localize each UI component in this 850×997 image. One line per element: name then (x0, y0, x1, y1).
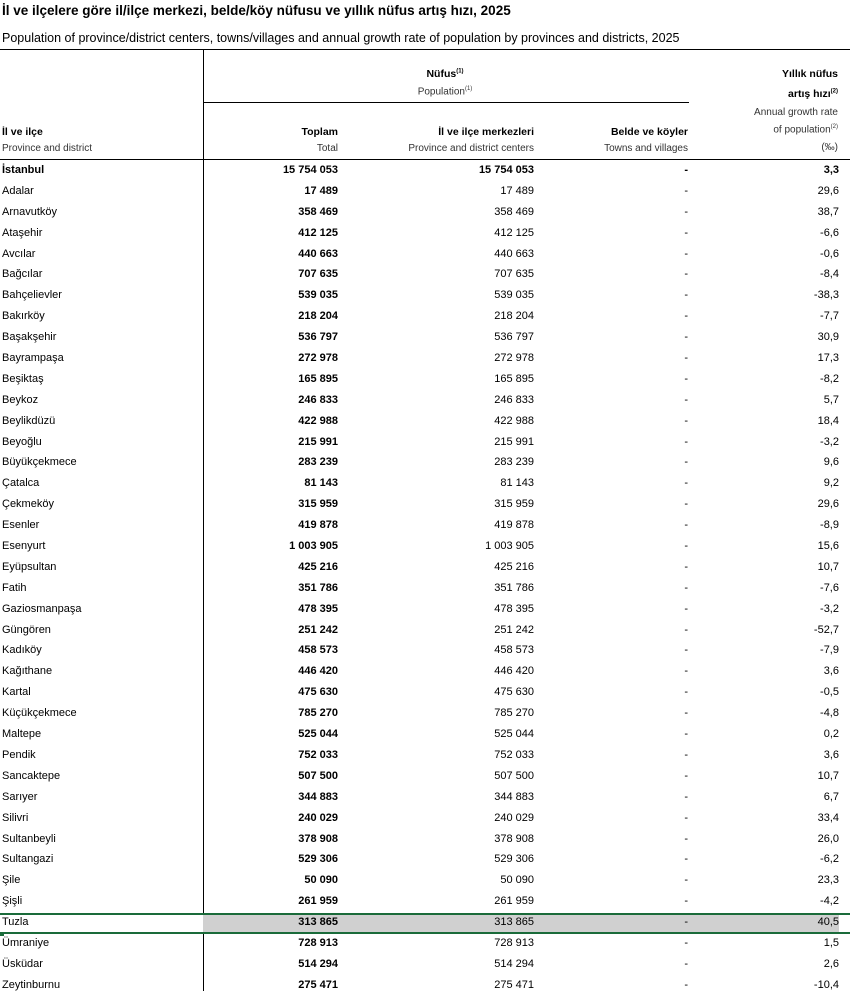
table-row[interactable] (0, 913, 850, 934)
col-name-header: İl ve ilçe (2, 126, 43, 138)
total-cell: 529 306 (298, 853, 338, 866)
towns-cell: - (684, 769, 688, 782)
towns-cell: - (684, 728, 688, 741)
total-cell: 246 833 (298, 393, 338, 406)
table-row[interactable] (0, 621, 850, 642)
growth-rate-cell: -3,2 (820, 602, 839, 615)
towns-cell: - (684, 748, 688, 761)
table-row[interactable] (0, 516, 850, 537)
center-cell: 283 239 (494, 456, 534, 469)
district-name: Eyüpsultan (2, 560, 57, 573)
center-cell: 81 143 (500, 477, 534, 490)
table-row[interactable] (0, 286, 850, 307)
total-cell: 378 908 (298, 832, 338, 845)
total-cell: 507 500 (298, 769, 338, 782)
growth-rate-cell: -0,5 (820, 686, 839, 699)
growth-rate-cell: 30,9 (817, 331, 839, 344)
towns-cell: - (684, 623, 688, 636)
center-cell: 446 420 (494, 665, 534, 678)
district-name: Küçükçekmece (2, 707, 77, 720)
towns-cell: - (684, 435, 688, 448)
towns-cell: - (684, 205, 688, 218)
growth-rate-cell: -10,4 (813, 978, 839, 991)
table-row-province[interactable] (0, 161, 850, 182)
table-row[interactable] (0, 934, 850, 955)
district-name: Bakırköy (2, 310, 45, 323)
growth-rate-cell: 10,7 (817, 769, 839, 782)
growth-rate-cell: 33,4 (817, 811, 839, 824)
total-cell: 536 797 (298, 331, 338, 344)
total-cell: 215 991 (298, 435, 338, 448)
towns-cell: - (684, 268, 688, 281)
total-cell: 1 003 905 (289, 540, 338, 553)
total-cell: 446 420 (298, 665, 338, 678)
towns-cell: - (684, 832, 688, 845)
towns-cell: - (684, 310, 688, 323)
growth-rate-cell: 26,0 (817, 832, 839, 845)
growth-rate-cell: 23,3 (817, 874, 839, 887)
center-cell: 419 878 (494, 519, 534, 532)
table-row[interactable] (0, 600, 850, 621)
center-cell: 785 270 (494, 707, 534, 720)
table-row[interactable] (0, 850, 850, 871)
center-cell: 240 029 (494, 811, 534, 824)
growth-rate-cell: 2,6 (823, 957, 839, 970)
district-name: Adalar (2, 184, 34, 197)
district-name: Bağcılar (2, 268, 43, 281)
towns-cell: - (684, 853, 688, 866)
center-cell: 478 395 (494, 602, 534, 615)
table-row[interactable] (0, 558, 850, 579)
center-cell: 313 865 (494, 916, 534, 929)
district-name: Üsküdar (2, 957, 43, 970)
table-title-turkish: İl ve ilçelere göre il/ilçe merkezi, belde/köy nüfusu ve yıllık nüfus artış hızı, 2025 (2, 3, 511, 18)
total-cell: 251 242 (298, 623, 338, 636)
center-cell: 707 635 (494, 268, 534, 281)
table-row[interactable] (0, 641, 850, 662)
towns-cell: - (684, 352, 688, 365)
growth-rate-cell: -7,6 (820, 581, 839, 594)
table-row[interactable] (0, 955, 850, 976)
towns-cell: - (684, 289, 688, 302)
district-name: Sultanbeyli (2, 832, 56, 845)
center-cell: 440 663 (494, 247, 534, 260)
table-row[interactable] (0, 683, 850, 704)
district-name: Kadıköy (2, 644, 42, 657)
table-row[interactable] (0, 391, 850, 412)
population-group-subheader (380, 86, 510, 97)
table-row[interactable] (0, 370, 850, 391)
total-cell: 419 878 (298, 519, 338, 532)
table-row[interactable] (0, 495, 850, 516)
total-cell: 15 754 053 (282, 164, 338, 176)
total-cell: 165 895 (298, 372, 338, 385)
table-row[interactable] (0, 537, 850, 558)
total-cell: 539 035 (298, 289, 338, 302)
growth-rate-cell: -6,6 (820, 226, 839, 239)
district-name: Esenler (2, 519, 40, 532)
district-name: Avcılar (2, 247, 36, 260)
towns-cell: - (684, 790, 688, 803)
towns-cell: - (684, 665, 688, 678)
table-row[interactable] (0, 788, 850, 809)
center-cell: 15 754 053 (478, 164, 534, 176)
table-body (0, 161, 850, 997)
growth-rate-cell: -8,4 (820, 268, 839, 281)
total-cell: 283 239 (298, 456, 338, 469)
towns-cell: - (684, 226, 688, 239)
growth-header-line2 (788, 88, 838, 100)
district-name: Büyükçekmece (2, 456, 77, 469)
note-2: (2) (830, 88, 838, 95)
growth-rate-cell: -7,9 (820, 644, 839, 657)
growth-rate-cell: 29,6 (817, 498, 839, 511)
center-cell: 514 294 (494, 957, 534, 970)
growth-rate-cell: -7,7 (820, 310, 839, 323)
total-cell: 344 883 (298, 790, 338, 803)
center-cell: 315 959 (494, 498, 534, 511)
towns-cell: - (684, 540, 688, 553)
growth-header-line1: Yıllık nüfus (781, 68, 838, 80)
table-row[interactable] (0, 224, 850, 245)
table-row[interactable] (0, 579, 850, 600)
district-name: Güngören (2, 623, 51, 636)
center-cell: 17 489 (500, 184, 534, 197)
col-name-subheader: Province and district (2, 143, 93, 154)
total-cell: 425 216 (298, 560, 338, 573)
col-center-subheader: Province and district centers (408, 143, 534, 154)
district-name: Beykoz (2, 393, 39, 406)
growth-rate-cell: 5,7 (823, 393, 839, 406)
table-row[interactable] (0, 892, 850, 913)
towns-cell: - (684, 916, 688, 929)
district-name: Tuzla (2, 916, 29, 929)
district-name: Ümraniye (2, 936, 50, 949)
col-center-header: İl ve ilçe merkezleri (438, 126, 534, 138)
population-tr-label: Nüfus (426, 68, 457, 80)
total-cell: 81 143 (304, 477, 338, 490)
note-1-en: (1) (464, 86, 473, 92)
district-name: Pendik (2, 748, 36, 761)
district-name: Çatalca (2, 477, 40, 490)
center-cell: 539 035 (494, 289, 534, 302)
growth-rate-cell: -4,2 (820, 895, 839, 908)
table-row[interactable] (0, 412, 850, 433)
total-cell: 240 029 (298, 811, 338, 824)
table-row[interactable] (0, 976, 850, 997)
district-name: Maltepe (2, 728, 42, 741)
district-name: Silivri (2, 811, 29, 824)
total-cell: 315 959 (298, 498, 338, 511)
table-row[interactable] (0, 767, 850, 788)
district-name: Beyoğlu (2, 435, 42, 448)
towns-cell: - (684, 247, 688, 260)
col-total-subheader: Total (316, 143, 338, 154)
growth-rate-cell: -6,2 (820, 853, 839, 866)
district-name: Kağıthane (2, 665, 53, 678)
district-name: Bahçelievler (2, 289, 62, 302)
growth-rate-cell: 17,3 (817, 352, 839, 365)
growth-rate-cell: 15,6 (817, 540, 839, 553)
growth-rate-cell: -52,7 (813, 623, 839, 636)
table-row[interactable] (0, 265, 850, 286)
table-row[interactable] (0, 182, 850, 203)
growth-subheader-label: of population (773, 124, 831, 136)
center-cell: 275 471 (494, 978, 534, 991)
center-cell: 507 500 (494, 769, 534, 782)
growth-rate-cell: 18,4 (817, 414, 839, 427)
towns-cell: - (684, 519, 688, 532)
center-cell: 425 216 (494, 560, 534, 573)
table-row[interactable] (0, 474, 850, 495)
center-cell: 536 797 (494, 331, 534, 344)
table-row[interactable] (0, 725, 850, 746)
table-row[interactable] (0, 433, 850, 454)
towns-cell: - (684, 477, 688, 490)
district-name: Fatih (2, 581, 27, 594)
growth-rate-cell: -4,8 (820, 707, 839, 720)
towns-cell: - (684, 895, 688, 908)
district-name: Şişli (2, 895, 23, 908)
district-name: Sarıyer (2, 790, 38, 803)
population-en-label: Population (417, 86, 465, 98)
table-title-english: Population of province/district centers, towns/villages and annual growth rate of population by provinces and districts, 2025 (2, 31, 680, 45)
growth-rate-cell: 9,2 (823, 477, 839, 490)
towns-cell: - (684, 874, 688, 887)
center-cell: 165 895 (494, 372, 534, 385)
center-cell: 251 242 (494, 623, 534, 636)
table-row[interactable] (0, 830, 850, 851)
total-cell: 272 978 (298, 352, 338, 365)
table-row[interactable] (0, 746, 850, 767)
center-cell: 529 306 (494, 853, 534, 866)
center-cell: 246 833 (494, 393, 534, 406)
col-towns-header: Belde ve köyler (610, 126, 688, 138)
center-cell: 752 033 (494, 748, 534, 761)
total-cell: 514 294 (298, 957, 338, 970)
towns-cell: - (684, 331, 688, 344)
center-cell: 344 883 (494, 790, 534, 803)
total-cell: 218 204 (298, 310, 338, 323)
center-cell: 272 978 (494, 352, 534, 365)
district-name: Sancaktepe (2, 769, 61, 782)
center-cell: 215 991 (494, 435, 534, 448)
district-name: Zeytinburnu (2, 978, 61, 991)
growth-unit: (‰) (821, 142, 838, 153)
growth-rate-cell: -8,2 (820, 372, 839, 385)
note-1: (1) (456, 68, 464, 75)
center-cell: 412 125 (494, 226, 534, 239)
total-cell: 358 469 (298, 205, 338, 218)
towns-cell: - (684, 393, 688, 406)
total-cell: 728 913 (298, 936, 338, 949)
growth-rate-cell: -38,3 (813, 289, 839, 302)
center-cell: 50 090 (500, 874, 534, 887)
center-cell: 378 908 (494, 832, 534, 845)
total-cell: 17 489 (304, 184, 338, 197)
center-cell: 1 003 905 (485, 540, 534, 553)
towns-cell: - (684, 957, 688, 970)
table-row[interactable] (0, 662, 850, 683)
growth-rate-cell: 3,6 (823, 748, 839, 761)
total-cell: 752 033 (298, 748, 338, 761)
towns-cell: - (684, 978, 688, 991)
district-name: Beşiktaş (2, 372, 44, 385)
col-towns-subheader: Towns and villages (604, 143, 688, 154)
table-row[interactable] (0, 328, 850, 349)
towns-cell: - (684, 414, 688, 427)
table-row[interactable] (0, 203, 850, 224)
selection-border (0, 913, 850, 915)
table-row[interactable] (0, 307, 850, 328)
center-cell: 475 630 (494, 686, 534, 699)
growth-rate-cell: 29,6 (817, 184, 839, 197)
center-cell: 458 573 (494, 644, 534, 657)
total-cell: 478 395 (298, 602, 338, 615)
total-cell: 440 663 (298, 247, 338, 260)
district-name: Esenyurt (2, 540, 46, 553)
table-row[interactable] (0, 704, 850, 725)
total-cell: 313 865 (298, 916, 338, 929)
towns-cell: - (684, 811, 688, 824)
towns-cell: - (684, 581, 688, 594)
district-name: Başakşehir (2, 331, 57, 344)
towns-cell: - (684, 936, 688, 949)
district-name: Bayrampaşa (2, 352, 64, 365)
growth-rate-cell: 0,2 (823, 728, 839, 741)
growth-rate-cell: 6,7 (823, 790, 839, 803)
towns-cell: - (684, 686, 688, 699)
total-cell: 707 635 (298, 268, 338, 281)
center-cell: 351 786 (494, 581, 534, 594)
table-row[interactable] (0, 871, 850, 892)
growth-subheader-line1: Annual growth rate (754, 107, 838, 118)
district-name: Çekmeköy (2, 498, 54, 511)
total-cell: 422 988 (298, 414, 338, 427)
center-cell: 358 469 (494, 205, 534, 218)
growth-header-label: artış hızı (788, 88, 831, 100)
center-cell: 728 913 (494, 936, 534, 949)
towns-cell: - (684, 644, 688, 657)
district-name: İstanbul (2, 164, 45, 176)
growth-rate-cell: -0,6 (820, 247, 839, 260)
growth-rate-cell: 3,3 (823, 164, 839, 176)
growth-rate-cell: 40,5 (817, 916, 839, 929)
col-total-header: Toplam (301, 126, 338, 138)
total-cell: 261 959 (298, 895, 338, 908)
table-row[interactable] (0, 245, 850, 266)
growth-rate-cell: 3,6 (823, 665, 839, 678)
district-name: Ataşehir (2, 226, 43, 239)
total-cell: 475 630 (298, 686, 338, 699)
table-row[interactable] (0, 453, 850, 474)
district-name: Gaziosmanpaşa (2, 602, 82, 615)
total-cell: 525 044 (298, 728, 338, 741)
header-top-rule (0, 49, 850, 50)
growth-rate-cell: -8,9 (820, 519, 839, 532)
growth-subheader-line2 (773, 124, 838, 135)
towns-cell: - (684, 164, 688, 176)
population-group-rule (203, 102, 689, 103)
total-cell: 785 270 (298, 707, 338, 720)
towns-cell: - (684, 456, 688, 469)
district-name: Sultangazi (2, 853, 54, 866)
table-row[interactable] (0, 809, 850, 830)
district-name: Arnavutköy (2, 205, 58, 218)
towns-cell: - (684, 184, 688, 197)
towns-cell: - (684, 707, 688, 720)
center-cell: 261 959 (494, 895, 534, 908)
center-cell: 422 988 (494, 414, 534, 427)
growth-rate-cell: 1,5 (823, 936, 839, 949)
header-bottom-rule (0, 159, 850, 160)
growth-rate-cell: -3,2 (820, 435, 839, 448)
total-cell: 412 125 (298, 226, 338, 239)
table-row[interactable] (0, 349, 850, 370)
center-cell: 525 044 (494, 728, 534, 741)
towns-cell: - (684, 602, 688, 615)
total-cell: 275 471 (298, 978, 338, 991)
total-cell: 351 786 (298, 581, 338, 594)
towns-cell: - (684, 560, 688, 573)
note-2-en: (2) (830, 124, 838, 130)
district-name: Şile (2, 874, 21, 887)
growth-rate-cell: 10,7 (817, 560, 839, 573)
growth-rate-cell: 9,6 (823, 456, 839, 469)
total-cell: 458 573 (298, 644, 338, 657)
total-cell: 50 090 (304, 874, 338, 887)
district-name: Kartal (2, 686, 31, 699)
district-name: Beylikdüzü (2, 414, 56, 427)
towns-cell: - (684, 498, 688, 511)
population-group-header (380, 68, 510, 80)
growth-rate-cell: 38,7 (817, 205, 839, 218)
center-cell: 218 204 (494, 310, 534, 323)
towns-cell: - (684, 372, 688, 385)
